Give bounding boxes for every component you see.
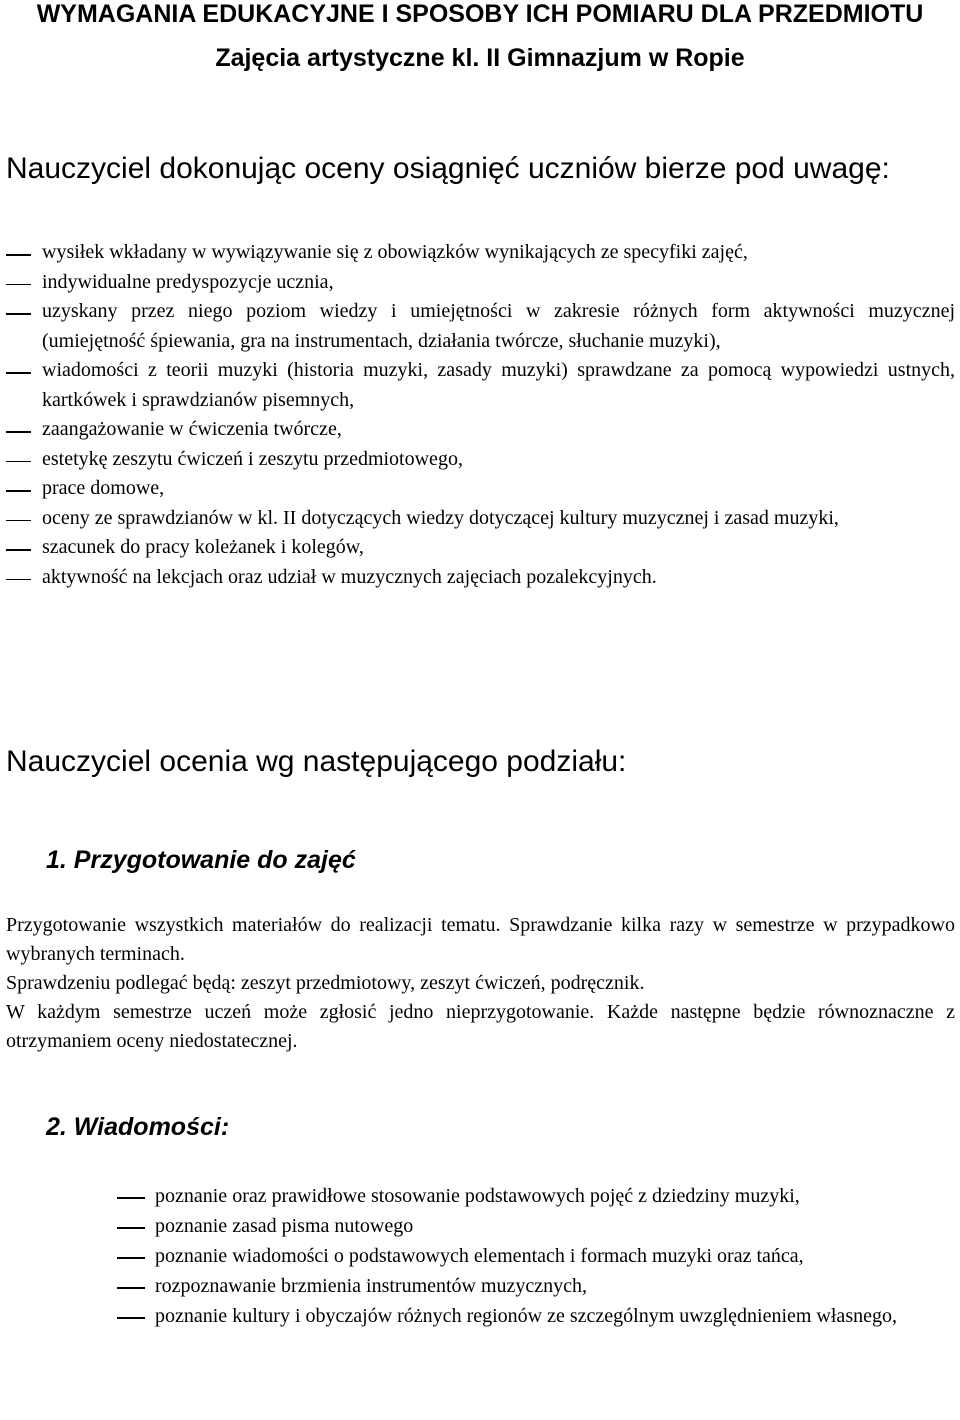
list-item: szacunek do pracy koleżanek i kolegów, bbox=[42, 533, 955, 563]
list-item: zaangażowanie w ćwiczenia twórcze, bbox=[42, 415, 955, 445]
paragraph: Sprawdzeniu podlegać będą: zeszyt przedmiotowy, zeszyt ćwiczeń, podręcznik. bbox=[6, 972, 645, 994]
list-item: poznanie wiadomości o podstawowych elementach i formach muzyki oraz tańca, bbox=[155, 1241, 955, 1271]
list-item: uzyskany przez niego poziom wiedzy i umiejętności w zakresie różnych form aktywności muzycznej (umiejętność śpiewania, gra na instrumentach, działania twórcze, słuchanie muzyki), bbox=[42, 297, 955, 356]
list-item: prace domowe, bbox=[42, 474, 955, 504]
list-item: aktywność na lekcjach oraz udział w muzycznych zajęciach pozalekcyjnych. bbox=[42, 563, 955, 593]
list-item: poznanie kultury i obyczajów różnych regionów ze szczególnym uwzględnieniem własnego, bbox=[155, 1301, 955, 1331]
section2-heading: 2. Wiadomości: bbox=[46, 1113, 230, 1141]
knowledge-list bbox=[155, 1181, 955, 1331]
list-item: oceny ze sprawdzianów w kl. II dotyczących wiedzy dotyczącej kultury muzycznej i zasad muzyki, bbox=[42, 504, 955, 534]
list-item: poznanie zasad pisma nutowego bbox=[155, 1211, 955, 1241]
criteria-heading: Nauczyciel dokonując oceny osiągnięć uczniów bierze pod uwagę: bbox=[6, 152, 890, 185]
list-item: wiadomości z teorii muzyki (historia muzyki, zasady muzyki) sprawdzane za pomocą wypowiedzi ustnych, kartkówek i sprawdzianów pisemnych, bbox=[42, 356, 955, 415]
document-title: WYMAGANIA EDUKACYJNE I SPOSOBY ICH POMIARU DLA PRZEDMIOTU Zajęcia artystyczne kl. II Gimnazjum w Ropie bbox=[36, 0, 924, 72]
division-heading: Nauczyciel ocenia wg następującego podziału: bbox=[6, 745, 627, 778]
section1-text bbox=[6, 911, 955, 1056]
list-item: rozpoznawanie brzmienia instrumentów muzycznych, bbox=[155, 1271, 955, 1301]
list-item: poznanie oraz prawidłowe stosowanie podstawowych pojęć z dziedziny muzyki, bbox=[155, 1181, 955, 1211]
paragraph: W każdym semestrze uczeń może zgłosić jedno nieprzygotowanie. Każde następne będzie równoznaczne z otrzymaniem oceny niedostatecznej. bbox=[6, 1001, 955, 1052]
list-item: estetykę zeszytu ćwiczeń i zeszytu przedmiotowego, bbox=[42, 445, 955, 475]
section1-heading: 1. Przygotowanie do zajęć bbox=[46, 846, 356, 874]
paragraph: Przygotowanie wszystkich materiałów do realizacji tematu. Sprawdzanie kilka razy w semestrze w przypadkowo wybranych terminach. bbox=[6, 914, 955, 965]
criteria-list bbox=[42, 238, 955, 592]
list-item: indywidualne predyspozycje ucznia, bbox=[42, 268, 955, 298]
list-item: wysiłek wkładany w wywiązywanie się z obowiązków wynikających ze specyfiki zajęć, bbox=[42, 238, 955, 268]
